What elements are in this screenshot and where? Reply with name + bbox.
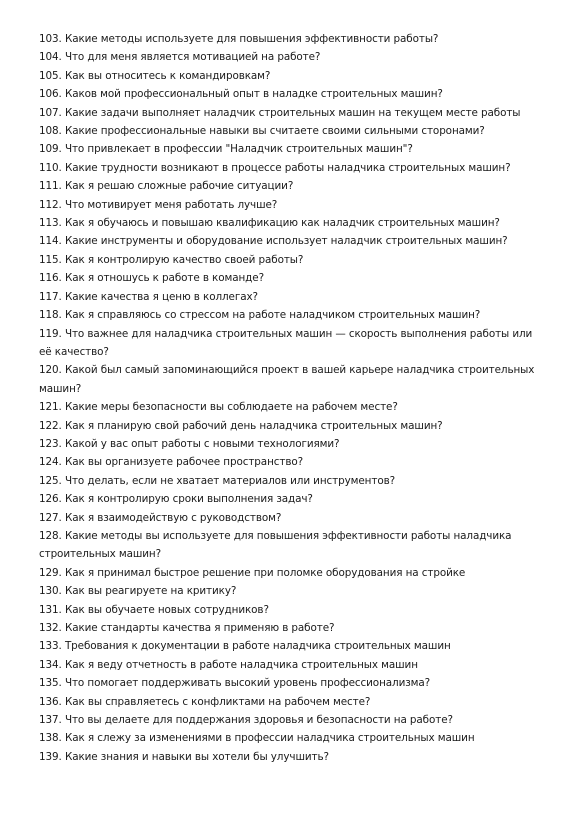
list-item: 115. Как я контролирую качество своей работы?: [39, 253, 304, 266]
list-item: 114. Какие инструменты и оборудование использует наладчик строительных машин?: [39, 235, 508, 248]
list-item: 127. Как я взаимодействую с руководством?: [39, 511, 282, 524]
list-item: 116. Как я отношусь к работе в команде?: [39, 272, 264, 285]
list-item: 104. Что для меня является мотивацией на работе?: [39, 51, 321, 64]
list-item: 124. Как вы организуете рабочее пространство?: [39, 456, 304, 469]
list-item: 113. Как я обучаюсь и повышаю квалификацию как наладчик строительных машин?: [39, 217, 500, 230]
list-item: 122. Как я планирую свой рабочий день наладчика строительных машин?: [39, 419, 443, 432]
list-item: 118. Как я справляюсь со стрессом на работе наладчиком строительных машин?: [39, 309, 481, 322]
list-item: 133. Требования к документации в работе наладчика строительных машин: [39, 640, 451, 653]
list-item: 136. Как вы справляетесь с конфликтами на рабочем месте?: [39, 695, 371, 708]
list-item: 106. Каков мой профессиональный опыт в наладке строительных машин?: [39, 88, 443, 101]
list-item: 103. Какие методы используете для повышения эффективности работы?: [39, 33, 439, 45]
question-list: [39, 30, 539, 766]
list-item: 132. Какие стандарты качества я применяю в работе?: [39, 622, 335, 634]
list-item: 109. Что привлекает в профессии "Наладчик строительных машин"?: [39, 143, 413, 156]
list-item: 117. Какие качества я ценю в коллегах?: [39, 290, 258, 303]
list-item: 108. Какие профессиональные навыки вы считаете своими сильными сторонами?: [39, 125, 485, 138]
list-item: 139. Какие знания и навыки вы хотели бы улучшить?: [39, 750, 329, 763]
list-item: 121. Какие меры безопасности вы соблюдаете на рабочем месте?: [39, 401, 398, 414]
list-item: 119. Что важнее для наладчика строительных машин — скорость выполнения работы или её качество?: [39, 327, 533, 358]
list-item: 120. Какой был самый запоминающийся проект в вашей карьере наладчика строительных машин?: [39, 364, 535, 395]
list-item: 137. Что вы делаете для поддержания здоровья и безопасности на работе?: [39, 714, 453, 727]
list-item: 107. Какие задачи выполняет наладчик строительных машин на текущем месте работы: [39, 106, 521, 119]
list-item: 135. Что помогает поддерживать высокий уровень профессионализма?: [39, 677, 431, 690]
list-item: 138. Как я слежу за изменениями в профессии наладчика строительных машин: [39, 732, 475, 745]
list-item: 126. Как я контролирую сроки выполнения задач?: [39, 493, 313, 506]
list-item: 125. Что делать, если не хватает материалов или инструментов?: [39, 474, 396, 487]
list-item: 128. Какие методы вы используете для повышения эффективности работы наладчика строительных машин?: [39, 529, 512, 561]
list-item: 105. Как вы относитесь к командировкам?: [39, 69, 271, 82]
list-item: 130. Как вы реагируете на критику?: [39, 585, 237, 598]
list-item: 134. Как я веду отчетность в работе наладчика строительных машин: [39, 658, 418, 671]
list-item: 131. Как вы обучаете новых сотрудников?: [39, 603, 269, 616]
list-item: 112. Что мотивирует меня работать лучше?: [39, 198, 278, 211]
list-item: 111. Как я решаю сложные рабочие ситуации?: [39, 180, 294, 193]
list-item: 110. Какие трудности возникают в процессе работы наладчика строительных машин?: [39, 161, 511, 174]
list-item: 123. Какой у вас опыт работы с новыми технологиями?: [39, 437, 340, 450]
list-item: 129. Как я принимал быстрое решение при поломке оборудования на стройке: [39, 566, 466, 579]
